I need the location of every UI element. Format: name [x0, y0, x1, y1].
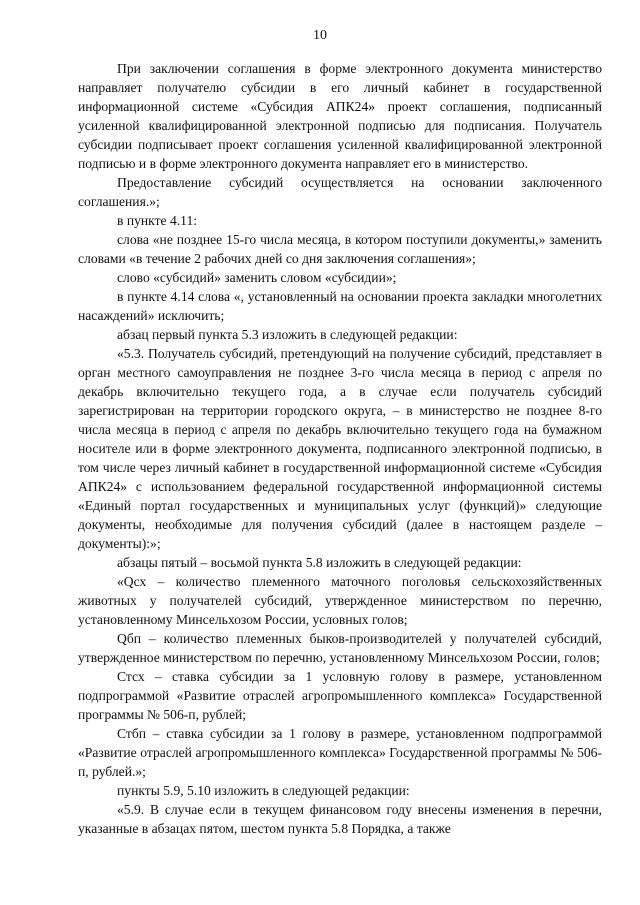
paragraph-agreement-procedure: При заключении соглашения в форме электронного документа министерство направляет получателю субсидии в его личный кабинет в государственной информационной системе «Субсидия АПК24» проект соглашения, подписанный усиленной квалифицированной электронной подписью для подписания. Получатель субсидии подписывает проект соглашения усиленной квалифицированной электронной подписью и в форме электронного документа направляет его в министерство. — [78, 61, 602, 171]
page-number: 10 — [313, 28, 327, 43]
paragraph-stsx-definition: Стсх – ставка субсидии за 1 условную голову в размере, установленном подпрограммой «Развитие отраслей агропромышленного комплекса» Государственной программы № 506-п, рублей; — [78, 669, 602, 722]
paragraph-clause-4-11: в пункте 4.11: — [117, 213, 198, 228]
paragraph-qsx-definition: «Qсх – количество племенного маточного поголовья сельскохозяйственных животных у получателей субсидий, утвержденное министерством по перечню, установленному Минсельхозом России, условных голов; — [78, 574, 602, 627]
paragraph-replace-word: слово «субсидий» заменить словом «субсидии»; — [117, 270, 397, 285]
paragraph-clause-5-8-intro: абзацы пятый – восьмой пункта 5.8 изложить в следующей редакции: — [117, 555, 522, 570]
paragraph-replace-deadline: слова «не позднее 15-го числа месяца, в котором поступили документы,» заменить словами «в течение 2 рабочих дней со дня заключения соглашения»; — [78, 232, 602, 266]
paragraph-clause-4-14: в пункте 4.14 слова «, установленный на основании проекта закладки многолетних насаждений» исключить; — [78, 289, 602, 323]
paragraph-clause-5-3-text: «5.3. Получатель субсидий, претендующий на получение субсидий, представляет в орган местного самоуправления не позднее 3-го числа месяца в период с апреля по декабрь включительно текущего года, а в случае если получатель субсидий зарегистрирован на территории городского округа, – в министерство не позднее 8-го числа месяца в период с апреля по декабрь включительно текущего года на бумажном носителе или в форме электронного документа, подписанного электронной подписью, в том числе через личный кабинет в государственной информационной системе «Субсидия АПК24» с использованием федеральной государственной информационной системы «Единый портал государственных и муниципальных услуг (функций)» следующие документы, необходимые для получения субсидий (далее в настоящем разделе – документы):»; — [78, 346, 602, 551]
paragraph-clause-5-9-text: «5.9. В случае если в текущем финансовом году внесены изменения в перечни, указанные в абзацах пятом, шестом пункта 5.8 Порядка, а также — [78, 802, 602, 836]
paragraph-qbp-definition: Qбп – количество племенных быков-производителей у получателей субсидий, утвержденное министерством по перечню, установленному Минсельхозом России, голов; — [78, 631, 602, 665]
paragraph-stbp-definition: Стбп – ставка субсидии за 1 голову в размере, установленном подпрограммой «Развитие отраслей агропромышленного комплекса» Государственной программы № 506-п, рублей.»; — [78, 726, 602, 779]
paragraph-clause-5-3-intro: абзац первый пункта 5.3 изложить в следующей редакции: — [117, 327, 458, 342]
paragraph-clauses-5-9-5-10-intro: пункты 5.9, 5.10 изложить в следующей редакции: — [117, 783, 410, 798]
paragraph-subsidy-basis: Предоставление субсидий осуществляется на основании заключенного соглашения.»; — [78, 175, 602, 209]
document-body — [78, 59, 602, 838]
